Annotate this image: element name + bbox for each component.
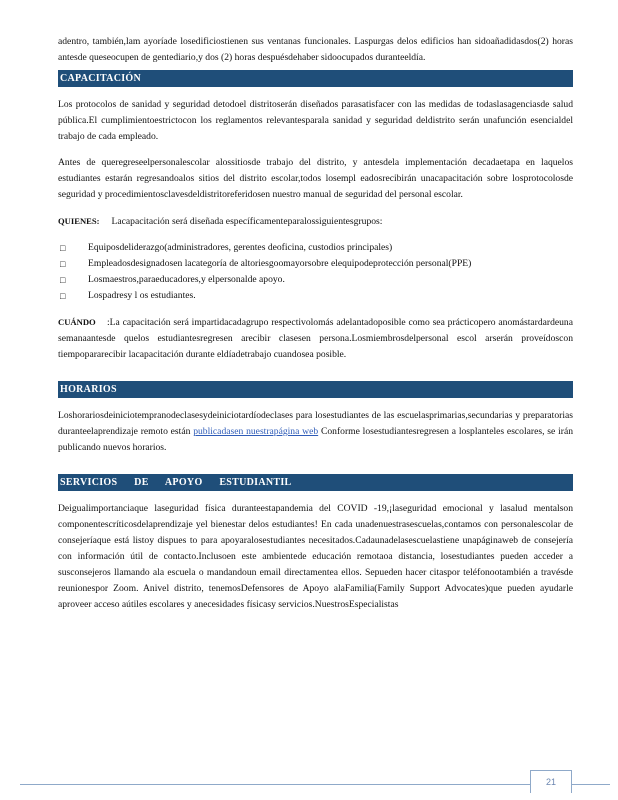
cuando-label: CUÁNDO — [58, 317, 96, 327]
intro-paragraph: adentro, también,lam ayoríade losedificiostienen sus ventanas funcionales. Laspurgas delos edificios han sidoañadidasdos(2) horas antesde queseocupen de gentediario,y dos (2) horas despuésdehaber sidoocupados duranteeldía. — [58, 36, 573, 63]
horarios-paragraph: Loshorariosdeiniciotempranodeclasesydeiniciotardíodeclases para losestudiantes de las escuelasprimarias,secundarias y preparatorias duranteelaprendizaje remoto están publicadasen nuestrapágina web Conforme losestudiantesregresen a losplanteles escolares, se irán publicando nuevos horarios. — [58, 410, 574, 453]
cuando-text: :La capacitación será impartidacadagrupo respectivolomás adelantadoposible como sea prácticopero anomástardardeuna semanaantesde quelos estudiantesregresen arecibir clasesen persona.Losmiembrosdelpersonal escol arserán proveídoscon tiempopararecibir lacapacitación durante eldíadetrabajo cuandosea posible. — [58, 317, 573, 360]
page-number: 21 — [530, 770, 572, 793]
capacitacion-paragraph-1: Los protocolos de sanidad y seguridad detodoel distritoserán diseñados parasatisfacer con las medidas de todaslasagenciasde salud pública.El cumplimientoestrictocon los reglamentos relevantesparala sanidad y seguridad deldistrito serán unafunción esencialdel trabajo de cada empleado. — [58, 99, 573, 142]
bullet-icon: □ — [60, 291, 66, 301]
list-item: □ Equiposdeliderazgo(administradores, gerentes deoficina, custodios principales) — [58, 240, 573, 256]
capacitacion-paragraph-2: Antes de queregreseelpersonalescolar alossitiosde trabajo del distrito, y antesdela implementación decadaetapa en laquelos estudiantes estarán regresandoalos sitios del distrito escolar,todos losempl eadosrecibirán unacapacitación sobre losprotocolosde seguridad y procedimientosclavesdeldistritoreferidosen nuestro manual de seguridad del personal escolar. — [58, 157, 573, 200]
document-page — [58, 34, 573, 613]
cuando-paragraph — [58, 314, 573, 363]
section-heading-capacitacion: CAPACITACIÓN — [58, 70, 573, 87]
bullet-icon: □ — [60, 275, 66, 285]
section-heading-horarios: HORARIOS — [58, 381, 573, 398]
list-item: □ Lospadresy l os estudiantes. — [58, 288, 573, 304]
list-item: □ Losmaestros,paraeducadores,y elpersonalde apoyo. — [58, 272, 573, 288]
quienes-paragraph — [58, 213, 573, 230]
servicios-paragraph: Deigualimportanciaque laseguridad física duranteestapandemia del COVID -19,¡laseguridad emocional y lasalud mentalson componentescríticosdelaprendizaje yel bienestar delos estudiantes! En cada unadenuestrasescuelas,contamos con personalescolar de consejeríaque está listoy dispues to para apoyaralosestudiantes necesitados.Cadaunadelasescuelastiene unapáginaweb de consejería con información útil de contacto.Inclusoen este ambientede educación remotaoa distancia, losestudiantes pueden acceder a susconsejeros llamando ala escuela o mandandoun email directamentea ellos. Sepueden hacer citaspor teléfonootambién a travésde reunionespor Zoom. Anivel distrito, tenemosDefensores de Apoyo alaFamilia(Family Support Advocates)que pueden ayudarle aproveer acceso aútiles escolares y anecesidades físicasy servicios.NuestrosEspecialistas — [58, 503, 573, 610]
quienes-text: Lacapacitación será diseñada específicamenteparalossiguientesgrupos: — [111, 216, 383, 227]
bullet-icon: □ — [60, 243, 66, 253]
quienes-label: QUIENES: — [58, 216, 100, 226]
footer-divider — [20, 784, 610, 785]
bullet-icon: □ — [60, 259, 66, 269]
groups-list — [58, 240, 573, 304]
list-item: □ Empleadosdesignadosen lacategoría de altoriesgoomayorsobre elequipodeprotección personal(PPE) — [58, 256, 573, 272]
section-heading-servicios: SERVICIOS DE APOYO ESTUDIANTIL — [58, 474, 573, 491]
schedule-web-link[interactable]: publicadasen nuestrapágina web — [193, 426, 319, 437]
